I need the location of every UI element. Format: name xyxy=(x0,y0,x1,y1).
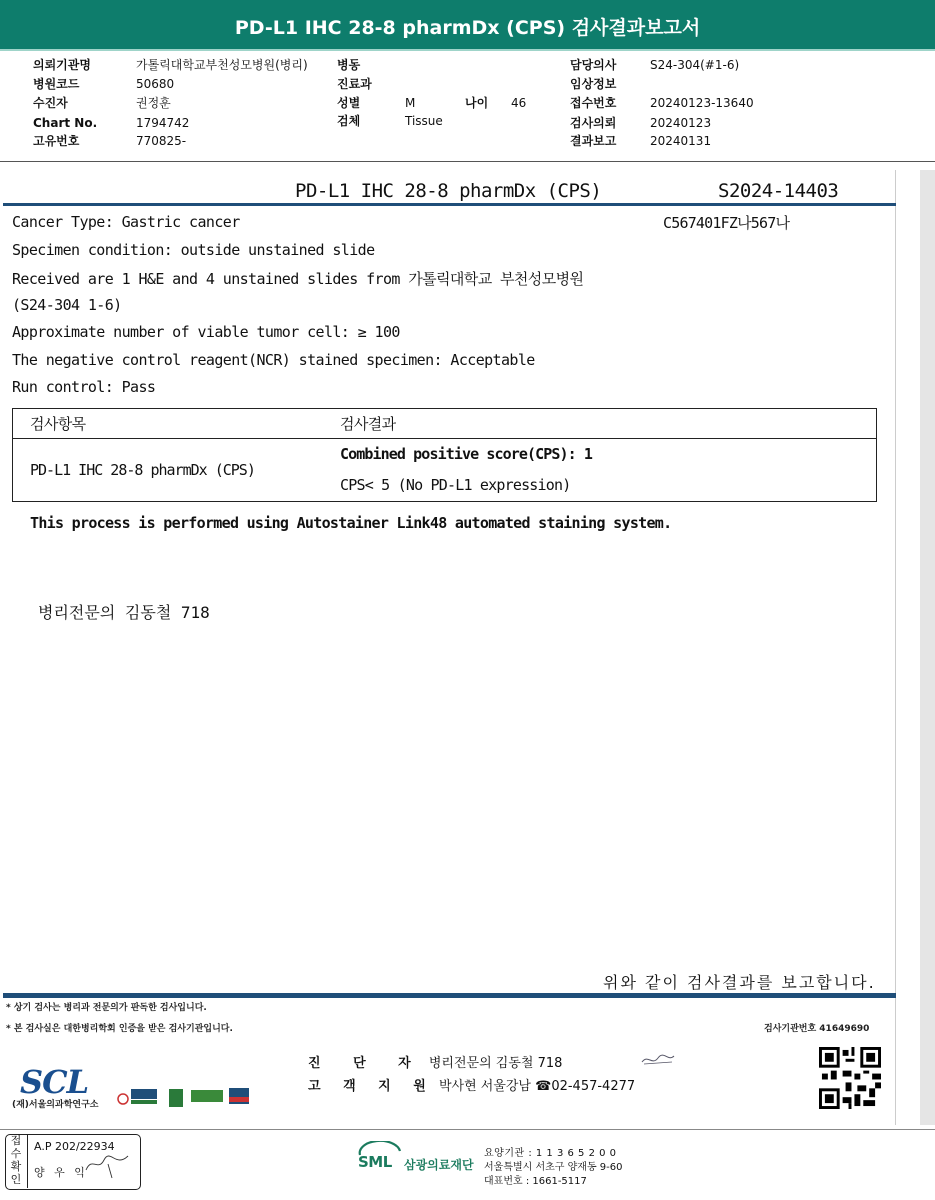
cancer-type-line: Cancer Type: Gastric cancer xyxy=(12,213,240,231)
sml-info: 요양기관 : 1 1 3 6 5 2 0 0 xyxy=(484,1148,617,1159)
header-label: 병원코드 xyxy=(33,77,80,91)
diagnostician-value: 병리전문의 김동철 718 xyxy=(428,1056,563,1071)
table-cell-cps: Combined positive score(CPS): 1 xyxy=(340,445,593,463)
header-value: 20240123-13640 xyxy=(650,96,754,110)
tumor-cell-line: Approximate number of viable tumor cell: ≥ 100 xyxy=(12,323,400,341)
header-label: 담당의사 xyxy=(570,58,617,72)
pathologist-signature-line: 병리전문의 김동철 718 xyxy=(38,603,210,622)
header-label: 진료과 xyxy=(337,77,372,91)
sml-name: 삼광의료재단 xyxy=(404,1158,474,1172)
accreditation-logos-icon xyxy=(117,1085,252,1109)
header-label: 접수번호 xyxy=(570,96,617,110)
header-value: 770825- xyxy=(136,134,187,148)
scl-logo: SCL xyxy=(20,1063,89,1101)
sml-logo: SML xyxy=(358,1153,392,1171)
header-label: 성별 xyxy=(337,96,361,110)
qr-code-icon xyxy=(819,1047,881,1109)
customer-support-value: 박사현 서울강남 ☎02-457-4277 xyxy=(438,1079,636,1094)
header-value: 20240131 xyxy=(650,134,712,148)
slide-range-line: (S24-304 1-6) xyxy=(12,296,122,314)
title-underline xyxy=(0,49,935,51)
report-title-rule xyxy=(3,203,896,206)
header-value: M xyxy=(405,96,416,110)
sml-info: 대표번호 : 1661-5117 xyxy=(484,1176,587,1187)
ncr-line: The negative control reagent(NCR) stained specimen: Acceptable xyxy=(12,351,535,369)
specimen-code: C567401FZ나567나 xyxy=(663,214,790,232)
table-divider xyxy=(12,438,877,439)
lab-cert-number: 검사기관번호 41649690 xyxy=(764,1024,870,1034)
header-value: 46 xyxy=(511,96,527,110)
process-note: This process is performed using Autostainer Link48 automated staining system. xyxy=(30,514,672,532)
signature-icon xyxy=(640,1052,676,1068)
table-cell-interpretation: CPS< 5 (No PD-L1 expression) xyxy=(340,476,571,494)
header-value: 20240123 xyxy=(650,116,712,130)
stamp-signature-icon xyxy=(82,1152,132,1180)
diagnostician-label: 진 단 자 xyxy=(308,1056,425,1071)
run-control-line: Run control: Pass xyxy=(12,378,156,396)
page-title: PD-L1 IHC 28-8 pharmDx (CPS) 검사결과보고서 xyxy=(234,17,701,39)
header-label: 고유번호 xyxy=(33,134,80,148)
customer-support-label: 고 객 지 원 xyxy=(308,1079,435,1094)
report-closing: 위와 같이 검사결과를 보고합니다. xyxy=(603,973,876,992)
page-separator xyxy=(0,1129,935,1130)
header-label: 결과보고 xyxy=(570,134,617,148)
stamp-label: 접수확인 xyxy=(10,1134,22,1186)
header-label: 의뢰기관명 xyxy=(33,58,91,72)
report-title: PD-L1 IHC 28-8 pharmDx (CPS) xyxy=(295,180,602,202)
scl-institute-name: (재)서울의과학연구소 xyxy=(12,1100,99,1110)
header-divider xyxy=(0,161,935,162)
header-label: 수진자 xyxy=(33,96,68,110)
sml-info: 서울특별시 서초구 양재동 9-60 xyxy=(484,1162,623,1173)
report-number: S2024-14403 xyxy=(718,180,839,202)
footer-rule xyxy=(3,993,896,998)
table-header-result: 검사결과 xyxy=(340,415,396,433)
header-label: 검체 xyxy=(337,114,361,128)
table-cell-item: PD-L1 IHC 28-8 pharmDx (CPS) xyxy=(30,461,255,479)
header-label: 병동 xyxy=(337,58,361,72)
header-label: 임상정보 xyxy=(570,77,617,91)
diagnostician-row xyxy=(308,1052,562,1071)
received-line: Received are 1 H&E and 4 unstained slides from 가톨릭대학교 부천성모병원 xyxy=(12,270,584,288)
stamp-number: A.P 202/22934 xyxy=(34,1140,115,1153)
stamp-vertical-label xyxy=(5,1134,28,1188)
header-value: 가톨릭대학교부천성모병원(병리) xyxy=(136,58,308,72)
header-label: Chart No. xyxy=(33,116,98,130)
header-value: 1794742 xyxy=(136,116,190,130)
footer-note: * 본 검사실은 대한병리학회 인증을 받은 검사기관입니다. xyxy=(6,1024,233,1034)
header-value: Tissue xyxy=(405,114,443,128)
header-value: S24-304(#1-6) xyxy=(650,58,740,72)
scrollbar-track[interactable] xyxy=(920,170,935,1125)
table-header-item: 검사항목 xyxy=(30,415,86,433)
customer-support-row xyxy=(308,1075,635,1094)
specimen-condition-line: Specimen condition: outside unstained slide xyxy=(12,241,375,259)
stamp-name: 양 우 익 xyxy=(34,1166,88,1179)
header-value: 권정훈 xyxy=(136,96,171,110)
footer-note: * 상기 검사는 병리과 전문의가 판독한 검사입니다. xyxy=(6,1003,207,1013)
header-value: 50680 xyxy=(136,77,175,91)
header-label: 검사의뢰 xyxy=(570,116,617,130)
header-label: 나이 xyxy=(465,96,489,110)
